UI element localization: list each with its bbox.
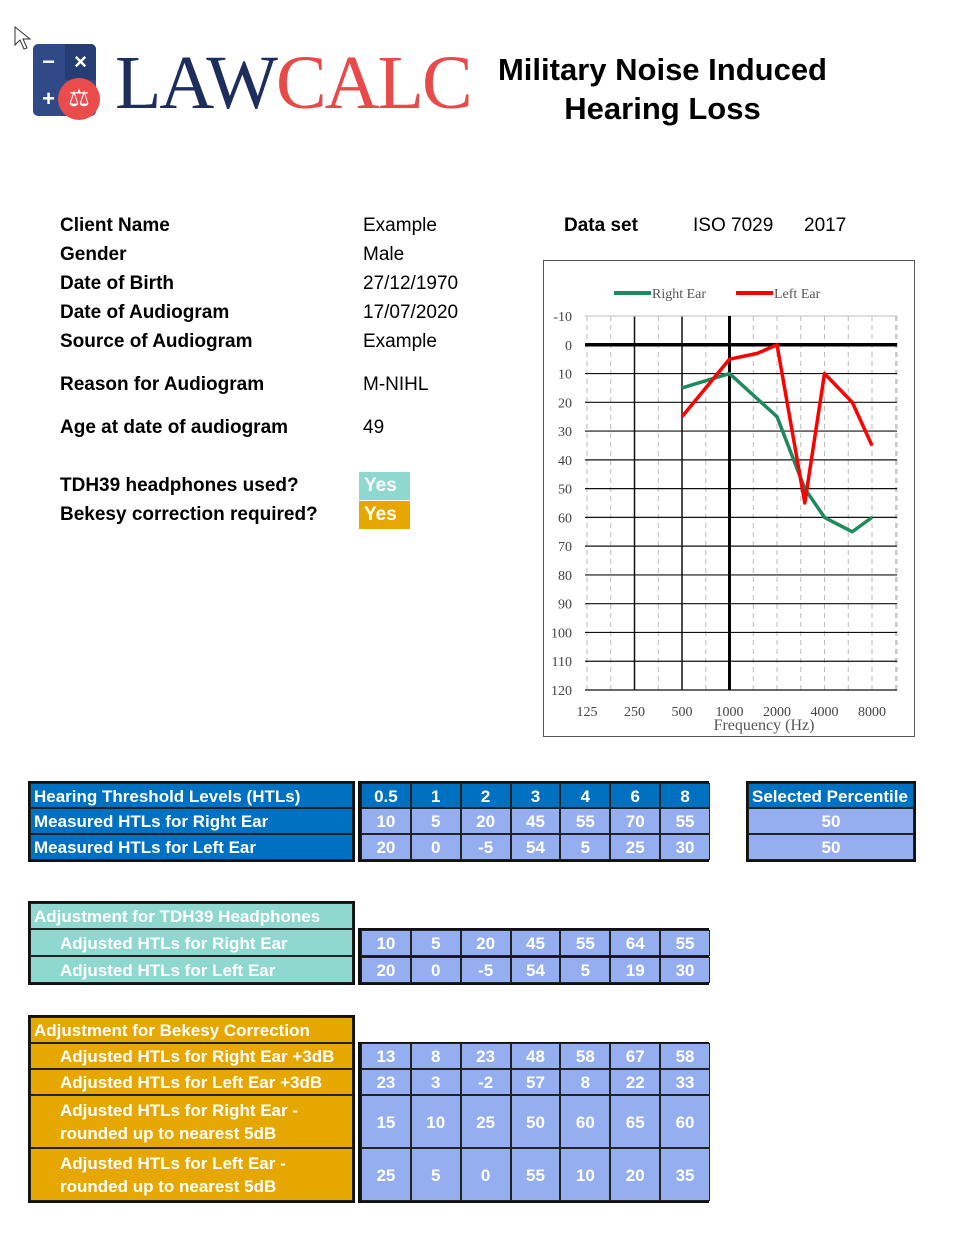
value-cell: 19 bbox=[610, 957, 660, 983]
htl-row-label: Measured HTLs for Left Ear bbox=[30, 834, 353, 860]
htl-header: Hearing Threshold Levels (HTLs) bbox=[30, 783, 353, 808]
tdh-header: Adjustment for TDH39 Headphones bbox=[30, 903, 353, 929]
value-cell: 20 bbox=[461, 930, 511, 956]
tdh-row-label: Adjusted HTLs for Right Ear bbox=[30, 929, 353, 956]
value-cell: 0 bbox=[411, 957, 461, 983]
x-axis-label: Frequency (Hz) bbox=[713, 717, 815, 734]
percentile-header: Selected Percentile bbox=[748, 783, 914, 808]
value-cell: 5 bbox=[560, 834, 610, 860]
bekesy-row-label-line: Adjusted HTLs for Right Ear - bbox=[60, 1101, 298, 1120]
reason-label: Reason for Audiogram bbox=[60, 374, 265, 395]
plus-glyph: + bbox=[42, 86, 55, 111]
legend-label: Right Ear bbox=[652, 287, 707, 302]
client-name-label: Client Name bbox=[60, 215, 170, 236]
y-tick-label: 60 bbox=[558, 511, 572, 527]
dataset-label: Data set bbox=[564, 215, 638, 236]
value-cell: 55 bbox=[560, 808, 610, 834]
minus-glyph: − bbox=[42, 49, 55, 74]
gender-value: Male bbox=[363, 244, 405, 265]
tdh-row-label: Adjusted HTLs for Left Ear bbox=[30, 956, 353, 983]
value-cell: 50 bbox=[511, 1095, 561, 1148]
bekesy-row-label-line: Adjusted HTLs for Left Ear - bbox=[60, 1154, 286, 1173]
scales-of-justice-icon: ⚖ bbox=[58, 78, 100, 120]
value-cell: 25 bbox=[461, 1095, 511, 1148]
y-tick-label: 120 bbox=[551, 684, 572, 699]
dob-value: 27/12/1970 bbox=[363, 273, 459, 294]
bekesy-row-label bbox=[30, 1148, 353, 1201]
value-cell: -5 bbox=[461, 834, 511, 860]
value-cell: 55 bbox=[511, 1148, 561, 1201]
value-cell: 8 bbox=[411, 1043, 461, 1069]
value-cell: 65 bbox=[610, 1095, 660, 1148]
value-cell: 20 bbox=[610, 1148, 660, 1201]
percentile-value: 50 bbox=[748, 808, 914, 834]
value-cell: 54 bbox=[511, 834, 561, 860]
value-cell: 1 bbox=[411, 783, 461, 808]
value-cell: 30 bbox=[660, 834, 710, 860]
value-cell: 70 bbox=[610, 808, 660, 834]
value-cell: 45 bbox=[511, 808, 561, 834]
audiogram-date-label: Date of Audiogram bbox=[60, 302, 230, 323]
value-cell: 35 bbox=[660, 1148, 710, 1201]
bekesy-question: Bekesy correction required? bbox=[60, 504, 318, 525]
y-tick-label: 100 bbox=[551, 626, 572, 642]
y-tick-label: 50 bbox=[558, 482, 572, 498]
x-tick-label: 500 bbox=[671, 705, 693, 720]
value-cell: 55 bbox=[660, 930, 710, 956]
y-tick-label: 90 bbox=[558, 597, 572, 613]
bekesy-row-label: Adjusted HTLs for Right Ear +3dB bbox=[30, 1043, 353, 1069]
value-cell: 30 bbox=[660, 957, 710, 983]
bekesy-answer[interactable]: Yes bbox=[359, 501, 410, 529]
bekesy-row-label: Adjusted HTLs for Left Ear +3dB bbox=[30, 1069, 353, 1095]
y-tick-label: 0 bbox=[565, 338, 572, 354]
bekesy-row-label-line: rounded up to nearest 5dB bbox=[60, 1177, 277, 1196]
value-cell: 5 bbox=[560, 957, 610, 983]
value-cell: 25 bbox=[361, 1148, 411, 1201]
htl-row-label: Measured HTLs for Right Ear bbox=[30, 808, 353, 834]
y-tick-label: -10 bbox=[553, 310, 572, 325]
value-cell: 10 bbox=[361, 930, 411, 956]
value-cell: 3 bbox=[511, 783, 561, 808]
value-cell: 23 bbox=[361, 1069, 411, 1095]
y-tick-label: 40 bbox=[558, 453, 572, 469]
value-cell: 0 bbox=[461, 1148, 511, 1201]
value-cell: 20 bbox=[361, 834, 411, 860]
value-cell: 20 bbox=[361, 957, 411, 983]
value-cell: 67 bbox=[610, 1043, 660, 1069]
value-cell: 13 bbox=[361, 1043, 411, 1069]
value-cell: 4 bbox=[560, 783, 610, 808]
audiogram-date-value: 17/07/2020 bbox=[363, 302, 459, 323]
value-cell: 10 bbox=[411, 1095, 461, 1148]
value-cell: 60 bbox=[660, 1095, 710, 1148]
value-cell: 2 bbox=[461, 783, 511, 808]
y-tick-label: 70 bbox=[558, 540, 572, 556]
value-cell: -2 bbox=[461, 1069, 511, 1095]
y-tick-label: 30 bbox=[558, 425, 572, 441]
bekesy-header: Adjustment for Bekesy Correction bbox=[30, 1017, 353, 1043]
x-tick-label: 1000 bbox=[715, 705, 744, 720]
value-cell: 64 bbox=[610, 930, 660, 956]
value-cell: 33 bbox=[660, 1069, 710, 1095]
dataset-standard: ISO 7029 bbox=[693, 215, 774, 236]
value-cell: -5 bbox=[461, 957, 511, 983]
value-cell: 54 bbox=[511, 957, 561, 983]
dob-label: Date of Birth bbox=[60, 273, 174, 294]
bekesy-row-label-line: rounded up to nearest 5dB bbox=[60, 1124, 277, 1143]
value-cell: 55 bbox=[660, 808, 710, 834]
value-cell: 48 bbox=[511, 1043, 561, 1069]
value-cell: 0.5 bbox=[361, 783, 411, 808]
value-cell: 5 bbox=[411, 808, 461, 834]
y-tick-label: 110 bbox=[551, 655, 572, 671]
logo-calc: CALC bbox=[275, 41, 471, 125]
y-tick-label: 20 bbox=[558, 396, 572, 412]
y-tick-label: 80 bbox=[558, 568, 572, 584]
gender-label: Gender bbox=[60, 244, 127, 265]
age-value: 49 bbox=[363, 417, 385, 438]
value-cell: 10 bbox=[361, 808, 411, 834]
value-cell: 58 bbox=[560, 1043, 610, 1069]
value-cell: 6 bbox=[610, 783, 660, 808]
value-cell: 25 bbox=[610, 834, 660, 860]
x-tick-label: 250 bbox=[624, 705, 645, 720]
value-cell: 20 bbox=[461, 808, 511, 834]
value-cell: 60 bbox=[560, 1095, 610, 1148]
value-cell: 5 bbox=[411, 930, 461, 956]
x-tick-label: 8000 bbox=[858, 705, 886, 720]
value-cell: 8 bbox=[660, 783, 710, 808]
value-cell: 58 bbox=[660, 1043, 710, 1069]
title-line-1: Military Noise Induced bbox=[497, 52, 827, 87]
value-cell: 57 bbox=[511, 1069, 561, 1095]
logo-law: LAW bbox=[115, 41, 276, 125]
percentile-value: 50 bbox=[748, 834, 914, 860]
reason-value: M-NIHL bbox=[363, 374, 429, 395]
tdh39-question: TDH39 headphones used? bbox=[60, 475, 299, 496]
value-cell: 45 bbox=[511, 930, 561, 956]
age-label: Age at date of audiogram bbox=[60, 417, 289, 438]
client-name-value: Example bbox=[363, 215, 437, 236]
bekesy-row-label bbox=[30, 1095, 353, 1148]
value-cell: 8 bbox=[560, 1069, 610, 1095]
value-cell: 0 bbox=[411, 834, 461, 860]
x-tick-label: 2000 bbox=[763, 705, 791, 720]
value-cell: 15 bbox=[361, 1095, 411, 1148]
value-cell: 23 bbox=[461, 1043, 511, 1069]
value-cell: 5 bbox=[411, 1148, 461, 1201]
legend-label: Left Ear bbox=[774, 287, 821, 302]
value-cell: 55 bbox=[560, 930, 610, 956]
tdh39-answer[interactable]: Yes bbox=[359, 472, 410, 500]
x-tick-label: 125 bbox=[576, 705, 598, 720]
times-glyph: × bbox=[65, 44, 96, 80]
value-cell: 10 bbox=[560, 1148, 610, 1201]
dataset-year: 2017 bbox=[804, 215, 847, 236]
value-cell: 3 bbox=[411, 1069, 461, 1095]
value-cell: 22 bbox=[610, 1069, 660, 1095]
title-line-2: Hearing Loss bbox=[564, 91, 761, 126]
y-tick-label: 10 bbox=[558, 367, 572, 383]
x-tick-label: 4000 bbox=[810, 705, 839, 720]
audiogram-source-label: Source of Audiogram bbox=[60, 331, 253, 352]
audiogram-source-value: Example bbox=[363, 331, 437, 352]
